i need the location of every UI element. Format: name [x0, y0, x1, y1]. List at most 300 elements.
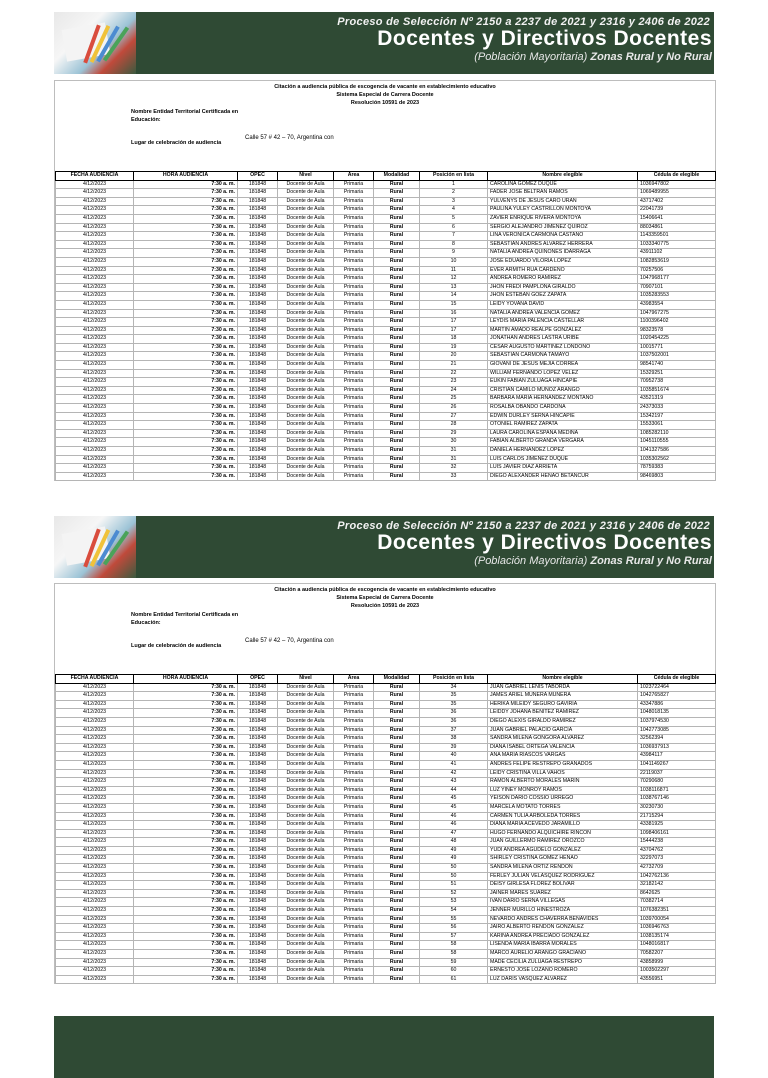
fecha-cell: 4/12/2023	[56, 838, 134, 847]
hora-cell: 7:30 a. m.	[134, 683, 238, 692]
header-line-1: Citación a audiencia pública de escogencia de vacante en establecimiento educativo	[274, 84, 496, 90]
fecha-cell: 4/12/2023	[56, 795, 134, 804]
nombre-cell: YUDI ANDREA AGUDELO GONZALEZ	[488, 846, 638, 855]
fecha-cell: 4/12/2023	[56, 472, 134, 481]
nivel-cell: Docente de Aula	[278, 223, 334, 232]
nombre-cell: MARCO AURELIO ARANGO GRACIANO	[488, 950, 638, 959]
modalidad-cell: Rural	[374, 932, 420, 941]
banner-process-line: Proceso de Selección Nº 2150 a 2237 de 2021 y 2316 y 2406 de 2022	[337, 520, 710, 532]
modalidad-cell: Rural	[374, 829, 420, 838]
banner-title: Docentes y Directivos Docentes	[377, 27, 712, 50]
opec-cell: 181848	[238, 795, 278, 804]
hora-cell: 7:30 a. m.	[134, 232, 238, 241]
fecha-cell: 4/12/2023	[56, 769, 134, 778]
fecha-cell: 4/12/2023	[56, 700, 134, 709]
table-row	[56, 700, 716, 709]
fecha-cell: 4/12/2023	[56, 232, 134, 241]
table-body	[56, 683, 716, 984]
nivel-cell: Docente de Aula	[278, 421, 334, 430]
cedula-cell: 98323578	[638, 326, 716, 335]
nombre-cell: DIEGO ALEXANDER HENAO BETANCUR	[488, 472, 638, 481]
nombre-cell: DEISY GIRLESA FLOREZ BOLIVAR	[488, 881, 638, 890]
opec-cell: 181848	[238, 958, 278, 967]
opec-cell: 181848	[238, 889, 278, 898]
cedula-cell: 1023722464	[638, 683, 716, 692]
nombre-cell: LEYDIS MARIA PALENCIA CASTELLAR	[488, 318, 638, 327]
table-row	[56, 795, 716, 804]
hora-cell: 7:30 a. m.	[134, 189, 238, 198]
modalidad-cell: Rural	[374, 735, 420, 744]
posicion-cell: 6	[420, 223, 488, 232]
fecha-cell: 4/12/2023	[56, 412, 134, 421]
hora-cell: 7:30 a. m.	[134, 778, 238, 787]
nombre-cell: JENNER MURILLO HINESTROZA	[488, 907, 638, 916]
nombre-cell: IVAN DARIO SERNA VILLEGAS	[488, 898, 638, 907]
nombre-cell: LUIS CARLOS JIMENEZ DUQUE	[488, 455, 638, 464]
modalidad-cell: Rural	[374, 717, 420, 726]
hora-cell: 7:30 a. m.	[134, 795, 238, 804]
hora-cell: 7:30 a. m.	[134, 447, 238, 456]
opec-cell: 181848	[238, 206, 278, 215]
hora-cell: 7:30 a. m.	[134, 343, 238, 352]
modalidad-cell: Rural	[374, 361, 420, 370]
opec-cell: 181848	[238, 967, 278, 976]
opec-cell: 181848	[238, 778, 278, 787]
cedula-cell: 1042762136	[638, 872, 716, 881]
posicion-cell: 15	[420, 300, 488, 309]
opec-cell: 181848	[238, 752, 278, 761]
modalidad-cell: Rural	[374, 924, 420, 933]
table-row	[56, 412, 716, 421]
cedula-cell: 43704762	[638, 846, 716, 855]
posicion-cell: 26	[420, 404, 488, 413]
fecha-cell: 4/12/2023	[56, 266, 134, 275]
table-row	[56, 369, 716, 378]
cedula-cell: 70907101	[638, 283, 716, 292]
opec-cell: 181848	[238, 404, 278, 413]
opec-cell: 181848	[238, 786, 278, 795]
opec-cell: 181848	[238, 447, 278, 456]
area-cell: Primaria	[334, 240, 374, 249]
opec-cell: 181848	[238, 335, 278, 344]
fecha-cell: 4/12/2023	[56, 812, 134, 821]
opec-cell: 181848	[238, 378, 278, 387]
fecha-cell: 4/12/2023	[56, 941, 134, 950]
cedula-cell: 1036937913	[638, 743, 716, 752]
hora-cell: 7:30 a. m.	[134, 240, 238, 249]
cedula-cell: 1076382351	[638, 907, 716, 916]
modalidad-cell: Rural	[374, 464, 420, 473]
opec-cell: 181848	[238, 249, 278, 258]
modalidad-cell: Rural	[374, 915, 420, 924]
cedula-cell: 98469803	[638, 472, 716, 481]
posicion-cell: 61	[420, 975, 488, 984]
nivel-cell: Docente de Aula	[278, 386, 334, 395]
nombre-cell: ROSALBA OBANDO CARDONA	[488, 404, 638, 413]
nombre-cell: RAMON ALBERTO MORALES MARIN	[488, 778, 638, 787]
nombre-cell: JUAN GABRIEL LENIS TABORDA	[488, 683, 638, 692]
cedula-cell: 1037502001	[638, 352, 716, 361]
table-row	[56, 683, 716, 692]
banner-subtitle	[474, 51, 712, 63]
modalidad-cell: Rural	[374, 846, 420, 855]
table-row	[56, 975, 716, 984]
fecha-cell: 4/12/2023	[56, 907, 134, 916]
posicion-cell: 36	[420, 717, 488, 726]
hora-cell: 7:30 a. m.	[134, 769, 238, 778]
opec-cell: 181848	[238, 803, 278, 812]
cedula-cell: 1020454225	[638, 335, 716, 344]
posicion-cell: 25	[420, 395, 488, 404]
posicion-cell: 21	[420, 361, 488, 370]
cedula-cell: 30230730	[638, 803, 716, 812]
nombre-cell: LEIDDY JOHANA BENITEZ RAMIREZ	[488, 709, 638, 718]
nivel-cell: Docente de Aula	[278, 335, 334, 344]
cedula-cell: 43983554	[638, 300, 716, 309]
modalidad-cell: Rural	[374, 438, 420, 447]
area-cell: Primaria	[334, 283, 374, 292]
area-cell: Primaria	[334, 889, 374, 898]
table-row	[56, 778, 716, 787]
column-header: FECHA AUDIENCIA	[56, 172, 134, 181]
posicion-cell: 36	[420, 709, 488, 718]
opec-cell: 181848	[238, 214, 278, 223]
nombre-cell: LUIS JAVIER DIAZ ARRIETA	[488, 464, 638, 473]
opec-cell: 181848	[238, 821, 278, 830]
fecha-cell: 4/12/2023	[56, 257, 134, 266]
modalidad-cell: Rural	[374, 352, 420, 361]
nombre-cell: JUAN GABRIEL PALACIO GARCIA	[488, 726, 638, 735]
opec-cell: 181848	[238, 472, 278, 481]
area-cell: Primaria	[334, 429, 374, 438]
nivel-cell: Docente de Aula	[278, 464, 334, 473]
column-header: Nivel	[278, 172, 334, 181]
area-cell: Primaria	[334, 924, 374, 933]
posicion-cell: 44	[420, 786, 488, 795]
table-row	[56, 472, 716, 481]
nombre-cell: JHON FREDI PAMPLONA GIRALDO	[488, 283, 638, 292]
fecha-cell: 4/12/2023	[56, 455, 134, 464]
posicion-cell: 11	[420, 266, 488, 275]
nivel-cell: Docente de Aula	[278, 855, 334, 864]
table-row	[56, 881, 716, 890]
cedula-cell: 1003502297	[638, 967, 716, 976]
table-row	[56, 872, 716, 881]
area-cell: Primaria	[334, 249, 374, 258]
table-row	[56, 283, 716, 292]
area-cell: Primaria	[334, 709, 374, 718]
table-row	[56, 361, 716, 370]
opec-cell: 181848	[238, 369, 278, 378]
nivel-cell: Docente de Aula	[278, 214, 334, 223]
table-row	[56, 386, 716, 395]
modalidad-cell: Rural	[374, 752, 420, 761]
modalidad-cell: Rural	[374, 941, 420, 950]
posicion-cell: 54	[420, 907, 488, 916]
posicion-cell: 48	[420, 838, 488, 847]
hora-cell: 7:30 a. m.	[134, 950, 238, 959]
column-header: OPEC	[238, 172, 278, 181]
cedula-cell: 1035851674	[638, 386, 716, 395]
table-row	[56, 709, 716, 718]
table-row	[56, 343, 716, 352]
modalidad-cell: Rural	[374, 412, 420, 421]
hora-cell: 7:30 a. m.	[134, 352, 238, 361]
area-cell: Primaria	[334, 300, 374, 309]
fecha-cell: 4/12/2023	[56, 326, 134, 335]
pencils-icon	[60, 524, 130, 574]
opec-cell: 181848	[238, 743, 278, 752]
posicion-cell: 19	[420, 343, 488, 352]
cedula-cell: 1039700054	[638, 915, 716, 924]
modalidad-cell: Rural	[374, 447, 420, 456]
column-header: Posición en lista	[420, 172, 488, 181]
column-header: Nombre elegible	[488, 172, 638, 181]
posicion-cell: 43	[420, 778, 488, 787]
area-cell: Primaria	[334, 275, 374, 284]
modalidad-cell: Rural	[374, 429, 420, 438]
banner-next-page	[54, 1016, 714, 1078]
modalidad-cell: Rural	[374, 950, 420, 959]
fecha-cell: 4/12/2023	[56, 249, 134, 258]
fecha-cell: 4/12/2023	[56, 240, 134, 249]
opec-cell: 181848	[238, 180, 278, 189]
posicion-cell: 23	[420, 378, 488, 387]
hora-cell: 7:30 a. m.	[134, 864, 238, 873]
opec-cell: 181848	[238, 950, 278, 959]
posicion-cell: 56	[420, 924, 488, 933]
header-line-1: Citación a audiencia pública de escogencia de vacante en establecimiento educativo	[274, 587, 496, 593]
table-row	[56, 266, 716, 275]
nivel-cell: Docente de Aula	[278, 958, 334, 967]
cedula-cell: 98541740	[638, 361, 716, 370]
cedula-cell: 43911102	[638, 249, 716, 258]
area-cell: Primaria	[334, 464, 374, 473]
area-cell: Primaria	[334, 447, 374, 456]
posicion-cell: 40	[420, 752, 488, 761]
fecha-cell: 4/12/2023	[56, 717, 134, 726]
table-row	[56, 326, 716, 335]
cedula-cell: 1035302562	[638, 455, 716, 464]
modalidad-cell: Rural	[374, 700, 420, 709]
posicion-cell: 38	[420, 735, 488, 744]
table-row	[56, 197, 716, 206]
area-cell: Primaria	[334, 309, 374, 318]
cedula-cell: 70582207	[638, 950, 716, 959]
nivel-cell: Docente de Aula	[278, 786, 334, 795]
opec-cell: 181848	[238, 812, 278, 821]
banner-subtitle	[474, 555, 712, 567]
hora-cell: 7:30 a. m.	[134, 180, 238, 189]
area-cell: Primaria	[334, 214, 374, 223]
pencils-icon	[60, 20, 130, 70]
cedula-cell: 15444238	[638, 838, 716, 847]
posicion-cell: 7	[420, 232, 488, 241]
table-row	[56, 924, 716, 933]
hora-cell: 7:30 a. m.	[134, 318, 238, 327]
cedula-cell: 1143359501	[638, 232, 716, 241]
area-cell: Primaria	[334, 352, 374, 361]
nombre-cell: FADER JOSE BELTRAN RAMOS	[488, 189, 638, 198]
modalidad-cell: Rural	[374, 795, 420, 804]
modalidad-cell: Rural	[374, 855, 420, 864]
cedula-cell: 10015771	[638, 343, 716, 352]
area-cell: Primaria	[334, 455, 374, 464]
cedula-cell: 88034861	[638, 223, 716, 232]
opec-cell: 181848	[238, 700, 278, 709]
table-row	[56, 846, 716, 855]
modalidad-cell: Rural	[374, 898, 420, 907]
entidad-label: Nombre Entidad Territorial Certificada en Educación:	[131, 109, 239, 123]
opec-cell: 181848	[238, 975, 278, 984]
posicion-cell: 46	[420, 812, 488, 821]
hora-cell: 7:30 a. m.	[134, 386, 238, 395]
column-header: Cédula de elegible	[638, 675, 716, 684]
nombre-cell: LISENDA MARIA IBARRA MORALES	[488, 941, 638, 950]
fecha-cell: 4/12/2023	[56, 855, 134, 864]
posicion-cell: 52	[420, 889, 488, 898]
area-cell: Primaria	[334, 760, 374, 769]
nivel-cell: Docente de Aula	[278, 864, 334, 873]
nivel-cell: Docente de Aula	[278, 743, 334, 752]
table-row	[56, 421, 716, 430]
hora-cell: 7:30 a. m.	[134, 838, 238, 847]
table-header-row	[56, 172, 716, 181]
fecha-cell: 4/12/2023	[56, 352, 134, 361]
modalidad-cell: Rural	[374, 257, 420, 266]
nivel-cell: Docente de Aula	[278, 447, 334, 456]
fecha-cell: 4/12/2023	[56, 889, 134, 898]
hora-cell: 7:30 a. m.	[134, 438, 238, 447]
fecha-cell: 4/12/2023	[56, 318, 134, 327]
opec-cell: 181848	[238, 881, 278, 890]
modalidad-cell: Rural	[374, 760, 420, 769]
cedula-cell: 8642625	[638, 889, 716, 898]
nivel-cell: Docente de Aula	[278, 907, 334, 916]
posicion-cell: 31	[420, 447, 488, 456]
hora-cell: 7:30 a. m.	[134, 735, 238, 744]
nivel-cell: Docente de Aula	[278, 803, 334, 812]
banner-process-line: Proceso de Selección Nº 2150 a 2237 de 2021 y 2316 y 2406 de 2022	[337, 16, 710, 28]
table-row	[56, 404, 716, 413]
nivel-cell: Docente de Aula	[278, 915, 334, 924]
modalidad-cell: Rural	[374, 266, 420, 275]
table-row	[56, 932, 716, 941]
opec-cell: 181848	[238, 907, 278, 916]
cedula-cell: 1035283553	[638, 292, 716, 301]
cedula-cell: 43521319	[638, 395, 716, 404]
hora-cell: 7:30 a. m.	[134, 855, 238, 864]
opec-cell: 181848	[238, 240, 278, 249]
cedula-cell: 43984117	[638, 752, 716, 761]
nivel-cell: Docente de Aula	[278, 232, 334, 241]
column-header: HORA AUDIENCIA	[134, 172, 238, 181]
hora-cell: 7:30 a. m.	[134, 404, 238, 413]
modalidad-cell: Rural	[374, 335, 420, 344]
modalidad-cell: Rural	[374, 189, 420, 198]
area-cell: Primaria	[334, 735, 374, 744]
area-cell: Primaria	[334, 206, 374, 215]
nombre-cell: SEBASTIAN CARMONA TAMAYO	[488, 352, 638, 361]
fecha-cell: 4/12/2023	[56, 197, 134, 206]
fecha-cell: 4/12/2023	[56, 950, 134, 959]
posicion-cell: 39	[420, 743, 488, 752]
table-row	[56, 300, 716, 309]
cedula-cell: 21715294	[638, 812, 716, 821]
fecha-cell: 4/12/2023	[56, 429, 134, 438]
nivel-cell: Docente de Aula	[278, 189, 334, 198]
area-cell: Primaria	[334, 778, 374, 787]
fecha-cell: 4/12/2023	[56, 447, 134, 456]
modalidad-cell: Rural	[374, 395, 420, 404]
opec-cell: 181848	[238, 455, 278, 464]
opec-cell: 181848	[238, 760, 278, 769]
area-cell: Primaria	[334, 958, 374, 967]
fecha-cell: 4/12/2023	[56, 915, 134, 924]
fecha-cell: 4/12/2023	[56, 778, 134, 787]
hora-cell: 7:30 a. m.	[134, 257, 238, 266]
cedula-cell: 32297073	[638, 855, 716, 864]
posicion-cell: 37	[420, 726, 488, 735]
posicion-cell: 47	[420, 829, 488, 838]
opec-cell: 181848	[238, 326, 278, 335]
table-row	[56, 726, 716, 735]
fecha-cell: 4/12/2023	[56, 881, 134, 890]
nivel-cell: Docente de Aula	[278, 872, 334, 881]
posicion-cell: 29	[420, 429, 488, 438]
area-cell: Primaria	[334, 864, 374, 873]
fecha-cell: 4/12/2023	[56, 206, 134, 215]
area-cell: Primaria	[334, 726, 374, 735]
nombre-cell: LAURA CAROLINA ESPAÑA MEDINA	[488, 429, 638, 438]
cedula-cell: 1100396402	[638, 318, 716, 327]
opec-cell: 181848	[238, 343, 278, 352]
opec-cell: 181848	[238, 717, 278, 726]
opec-cell: 181848	[238, 838, 278, 847]
nombre-cell: MARCELA MOTATO TORRES	[488, 803, 638, 812]
area-cell: Primaria	[334, 369, 374, 378]
fecha-cell: 4/12/2023	[56, 309, 134, 318]
posicion-cell: 51	[420, 881, 488, 890]
cedula-cell: 22119037	[638, 769, 716, 778]
area-cell: Primaria	[334, 404, 374, 413]
lugar-label: Lugar de celebración de audiencia	[131, 140, 222, 146]
posicion-cell: 4	[420, 206, 488, 215]
cedula-cell: 24373033	[638, 404, 716, 413]
nivel-cell: Docente de Aula	[278, 455, 334, 464]
cedula-cell: 1038135174	[638, 932, 716, 941]
posicion-cell: 50	[420, 872, 488, 881]
cedula-cell: 70382714	[638, 898, 716, 907]
modalidad-cell: Rural	[374, 838, 420, 847]
table-row	[56, 829, 716, 838]
cedula-cell: 1048018135	[638, 709, 716, 718]
table-row	[56, 752, 716, 761]
area-cell: Primaria	[334, 232, 374, 241]
opec-cell: 181848	[238, 438, 278, 447]
posicion-cell: 24	[420, 386, 488, 395]
table-row	[56, 180, 716, 189]
nivel-cell: Docente de Aula	[278, 180, 334, 189]
nombre-cell: JOSE EDUARDO VILORIA LOPEZ	[488, 257, 638, 266]
column-header: Área	[334, 172, 374, 181]
nivel-cell: Docente de Aula	[278, 318, 334, 327]
posicion-cell: 42	[420, 769, 488, 778]
area-cell: Primaria	[334, 257, 374, 266]
cedula-cell: 15329251	[638, 369, 716, 378]
opec-cell: 181848	[238, 309, 278, 318]
modalidad-cell: Rural	[374, 726, 420, 735]
